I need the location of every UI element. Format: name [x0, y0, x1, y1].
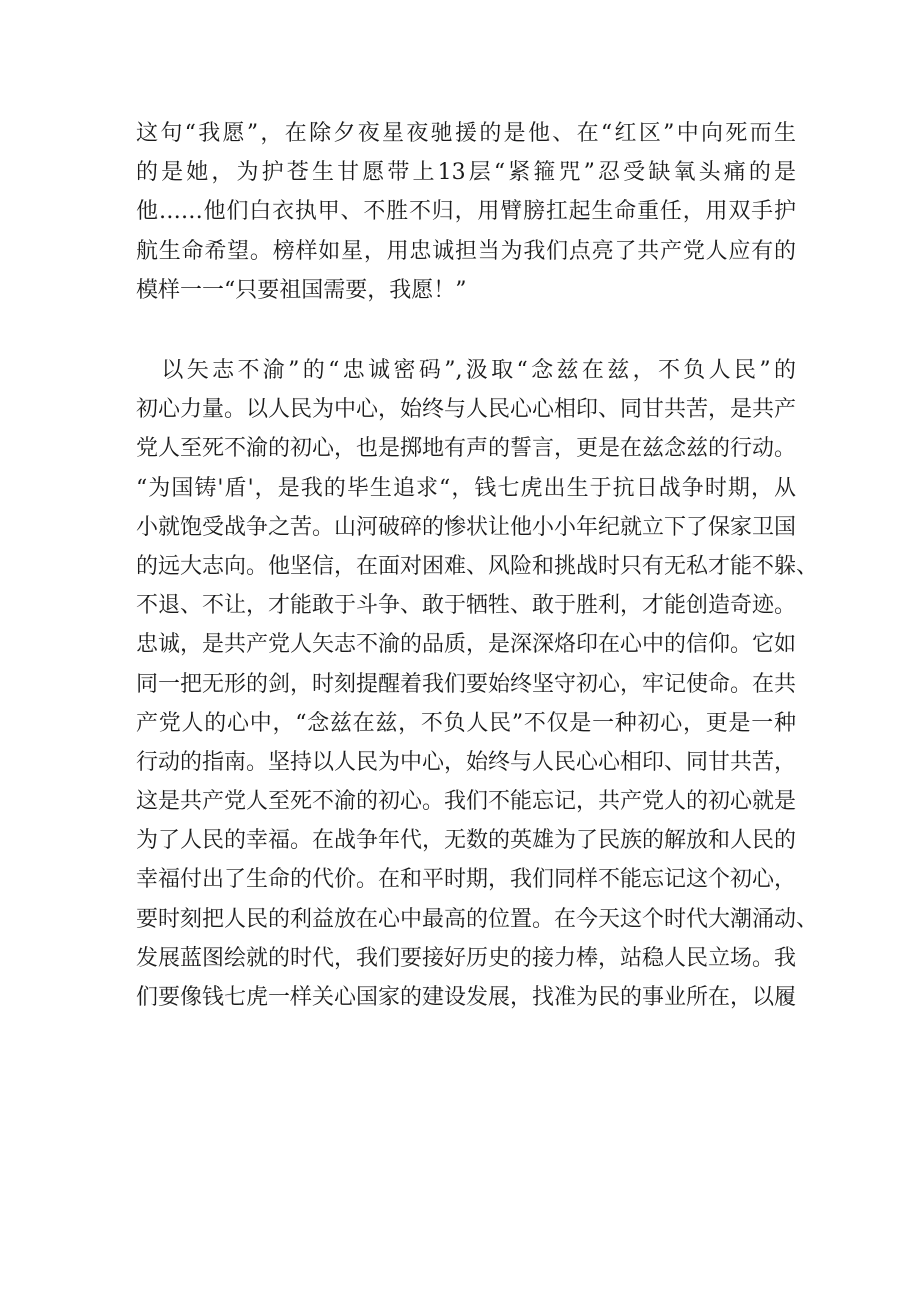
text-line: 的远大志向。他坚信，在面对困难、风险和挑战时只有无私才能不躲、: [136, 553, 819, 579]
text-line: 初心力量。以人民为中心，始终与人民心心相印、同甘共苦，是共产: [136, 397, 797, 423]
text-line: 小就饱受战争之苦。山河破碎的惨状让他小小年纪就立下了保家卫国: [136, 514, 797, 540]
text-line: 以矢志不渝”的“忠诚密码”,汲取“念兹在兹，不负人民”的: [136, 358, 796, 383]
text-line: 要时刻把人民的利益放在心中最高的位置。在今天这个时代大潮涌动、: [136, 906, 819, 932]
text-line: 同一把无形的剑，时刻提醒着我们要始终坚守初心，牢记使命。在共: [136, 671, 797, 697]
text-line: 这是共产党人至死不渝的初心。我们不能忘记，共产党人的初心就是: [136, 789, 797, 815]
text-line: “为国铸'盾'，是我的毕生追求“，钱七虎出生于抗日战争时期，从: [136, 475, 796, 501]
text-line: 模样一一“只要祖国需要，我愿！”: [136, 277, 467, 303]
text-line: 们要像钱七虎一样关心国家的建设发展，找准为民的事业所在，以履: [136, 985, 797, 1010]
paragraph-2: [136, 351, 819, 1017]
text-line: 这句“我愿”，在除夕夜星夜驰援的是他、在“红区”中向死而生: [136, 121, 796, 146]
text-line: 他……他们白衣执甲、不胜不归，用臂膀扛起生命重任，用双手护: [136, 199, 796, 225]
text-line: 的是她，为护苍生甘愿带上13层“紧箍咒”忍受缺氧头痛的是: [136, 160, 796, 186]
text-line: 产党人的心中，“念兹在兹，不负人民”不仅是一种初心，更是一种: [136, 710, 796, 736]
text-line: 行动的指南。坚持以人民为中心，始终与人民心心相印、同甘共苦，: [136, 749, 797, 775]
text-line: 幸福付出了生命的代价。在和平时期，我们同样不能忘记这个初心，: [136, 867, 797, 893]
text-line: 为了人民的幸福。在战争年代，无数的英雄为了民族的解放和人民的: [136, 828, 797, 854]
text-line: 忠诚，是共产党人矢志不渝的品质，是深深烙印在心中的信仰。它如: [136, 632, 797, 658]
text-line: 航生命希望。榜样如星，用忠诚担当为我们点亮了共产党人应有的: [136, 238, 796, 264]
text-line: 发展蓝图绘就的时代，我们要接好历史的接力棒，站稳人民立场。我: [136, 945, 797, 971]
text-line: 不退、不让，才能敢于斗争、敢于牺牲、敢于胜利，才能创造奇迹。: [136, 593, 797, 619]
paragraph-1: [136, 114, 796, 310]
text-line: 党人至死不渝的初心，也是掷地有声的誓言，更是在兹念兹的行动。: [136, 436, 797, 462]
